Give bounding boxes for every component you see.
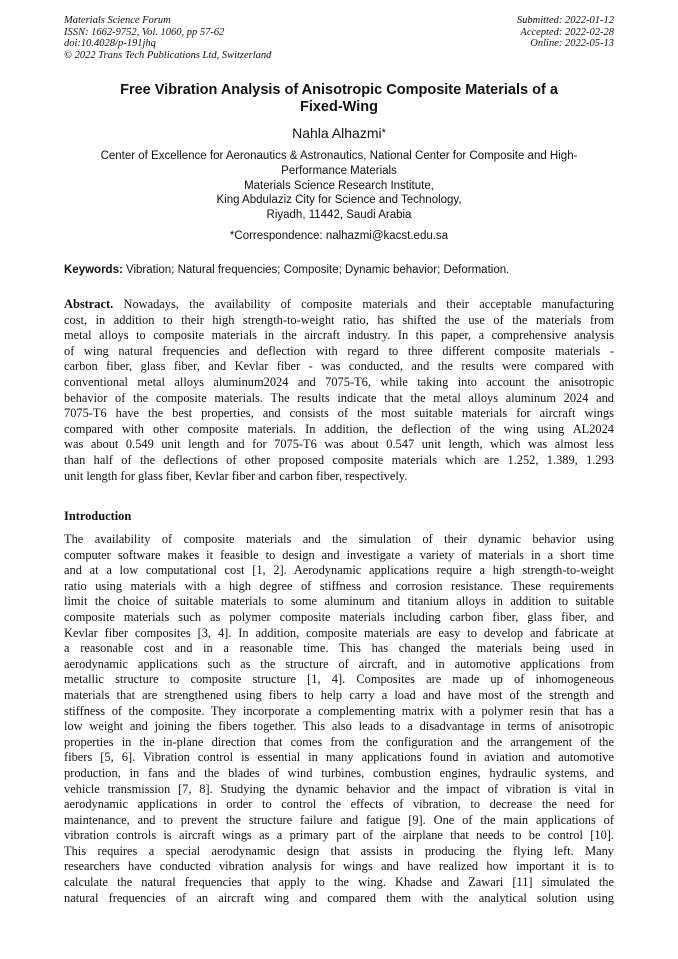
abstract-line: carbon fiber, glass fiber, and Kevlar fiber - was conducted, and the results were compared with: [64, 359, 614, 374]
intro-line: fibers [5, 6]. Vibration control is essential in many applications found in aviation and automotive: [64, 750, 614, 765]
affiliation-line: Riyadh, 11442, Saudi Arabia: [266, 209, 412, 222]
abstract-line: behavior of the composite materials. The results indicate that the metal alloys aluminum 2024 and: [64, 390, 614, 405]
intro-line: production, in fans and the blades of wind turbines, combustion engines, hydraulic systems, and: [64, 765, 614, 780]
abstract-line: metal alloys to composite materials in the aircraft industry. In this paper, a comprehensive analysis: [64, 328, 614, 343]
affiliation-line: Performance Materials: [281, 164, 397, 177]
correspondence: *Correspondence: nalhazmi@kacst.edu.sa: [229, 230, 449, 242]
abstract-line: compared with other composite materials. In addition, the deflection of the wing using AL2024: [64, 421, 614, 436]
intro-line: vehicle transmission [7, 8]. Studying the dynamic behavior and the impact of vibration is vital in: [64, 781, 614, 796]
abstract-label: Abstract.: [64, 297, 114, 311]
title-line: Free Vibration Analysis of Anisotropic Composite Materials of a: [120, 82, 558, 98]
article-title: [64, 82, 614, 116]
abstract: [64, 297, 614, 484]
affiliation-line: Center of Excellence for Aeronautics & Astronautics, National Center for Composite and High-: [100, 150, 578, 162]
intro-line: composite materials such as polymer composite materials including carbon fiber, glass fiber, and: [64, 609, 614, 624]
intro-line: aerodynamic applications in order to control the effects of vibration, to decrease the need for: [64, 797, 614, 812]
online-date: Online: 2022-05-13: [530, 38, 614, 50]
intro-line: properties in the in-plane direction that comes from the configuration and the arrangement of the: [64, 734, 614, 749]
abstract-line: 7075-T6 have the best properties, and consists of the most suitable materials for aircraft wings: [64, 406, 614, 421]
intro-line: ratio using materials with a high degree of stiffness and corrosion resistance. These requirements: [64, 578, 614, 593]
affiliation: [64, 149, 614, 223]
keywords: [64, 263, 614, 277]
keywords-label: Keywords:: [64, 264, 123, 276]
intro-line: low weight and joining the fibers together. This also leads to a disadvantage in terms of anisotropic: [64, 719, 614, 734]
intro-line: calculate the natural frequencies that apply to the wing. Khadse and Zawari [11] simulated the: [64, 875, 614, 890]
intro-line: Kevlar fiber composites [3, 4]. In addition, composite materials are easy to develop and fabricate at: [64, 625, 614, 640]
journal-name: Materials Science Forum: [64, 15, 171, 26]
intro-line: The availability of composite materials and the simulation of their dynamic behavior using: [64, 532, 614, 546]
affiliation-line: Materials Science Research Institute,: [244, 179, 434, 192]
intro-line: vibration controls is aircraft wings as a primary part of the airplane that needs to be control [10].: [64, 828, 614, 843]
intro-line: metallic structure to composite structure [1, 4]. Composites are made up of inhomogeneous: [64, 672, 614, 687]
abstract-line: [64, 297, 614, 313]
section-heading-introduction: Introduction: [64, 509, 132, 523]
journal-copyright: © 2022 Trans Tech Publications Ltd, Switzerland: [64, 49, 272, 61]
introduction-body: [64, 532, 614, 906]
intro-line: This requires a special aerodynamic design that assists in producing the flying left. Many: [64, 843, 614, 858]
abstract-line: was about 0.549 unit length and for 7075-T6 was about 0.547 unit length, which was almost less: [64, 437, 614, 452]
intro-line: stiffness of the composite. They incorporate a complementing matrix with a polymer resin that has a: [64, 703, 614, 718]
intro-line: researchers have conducted vibration analysis for wings and have realized how important it is to: [64, 859, 614, 874]
abstract-line: of wing natural frequencies and deflection with regard to three different composite materials -: [64, 343, 614, 358]
submitted-date: Submitted: 2022-01-12: [516, 15, 614, 26]
title-line: Fixed-Wing: [299, 99, 378, 115]
intro-line: aerodynamic applications such as the structure of aircraft, and in automotive applications from: [64, 656, 614, 671]
intro-line: computer software makes it feasible to design and investigate a variety of materials in a short time: [64, 547, 614, 562]
intro-line: limit the choice of suitable materials to some aluminum and titanium alloys in addition to suitable: [64, 594, 614, 609]
abstract-line: conventional metal alloys aluminum2024 and 7075-T6, while taking into account the anisotropic: [64, 374, 614, 389]
author-mark: *: [381, 127, 386, 139]
intro-line: and at a low computational cost [1, 2]. Aerodynamic applications require a high strength-to-weight: [64, 563, 614, 578]
journal-doi: doi:10.4028/p-191jhq: [64, 38, 156, 50]
author-name: Nahla Alhazmi: [292, 125, 382, 141]
keywords-text: Vibration; Natural frequencies; Composite; Dynamic behavior; Deformation.: [126, 264, 510, 276]
abstract-line: than half of the deflections of other proposed composite materials which are 1.252, 1.389, 1.293: [64, 452, 614, 467]
intro-line: a reasonable cost and in a reasonable time. This has changed the materials being used in: [64, 641, 614, 656]
accepted-date: Accepted: 2022-02-28: [520, 26, 614, 38]
article-dates: [517, 15, 614, 50]
intro-line: natural frequencies of an aircraft wing and compared them with the analytical solution using: [64, 890, 614, 905]
author: [64, 124, 614, 142]
abstract-line-text: Nowadays, the availability of composite materials and their acceptable manufacturing: [123, 297, 614, 311]
abstract-line: cost, in addition to their high strength-to-weight ratio, has shifted the use of the materials from: [64, 312, 614, 327]
affiliation-line: King Abdulaziz City for Science and Technology,: [216, 194, 462, 207]
journal-info: [64, 15, 271, 61]
journal-issn: ISSN: 1662-9752, Vol. 1060, pp 57-62: [64, 26, 225, 38]
intro-line: materials that are strengthened using fibers to help carry a load and have most of the strength and: [64, 687, 614, 702]
intro-line: maintenance, and to prevent the structure failure and fatigue [9]. One of the main applications of: [64, 812, 614, 827]
abstract-line: unit length for glass fiber, Kevlar fiber and carbon fiber, respectively.: [64, 468, 408, 483]
